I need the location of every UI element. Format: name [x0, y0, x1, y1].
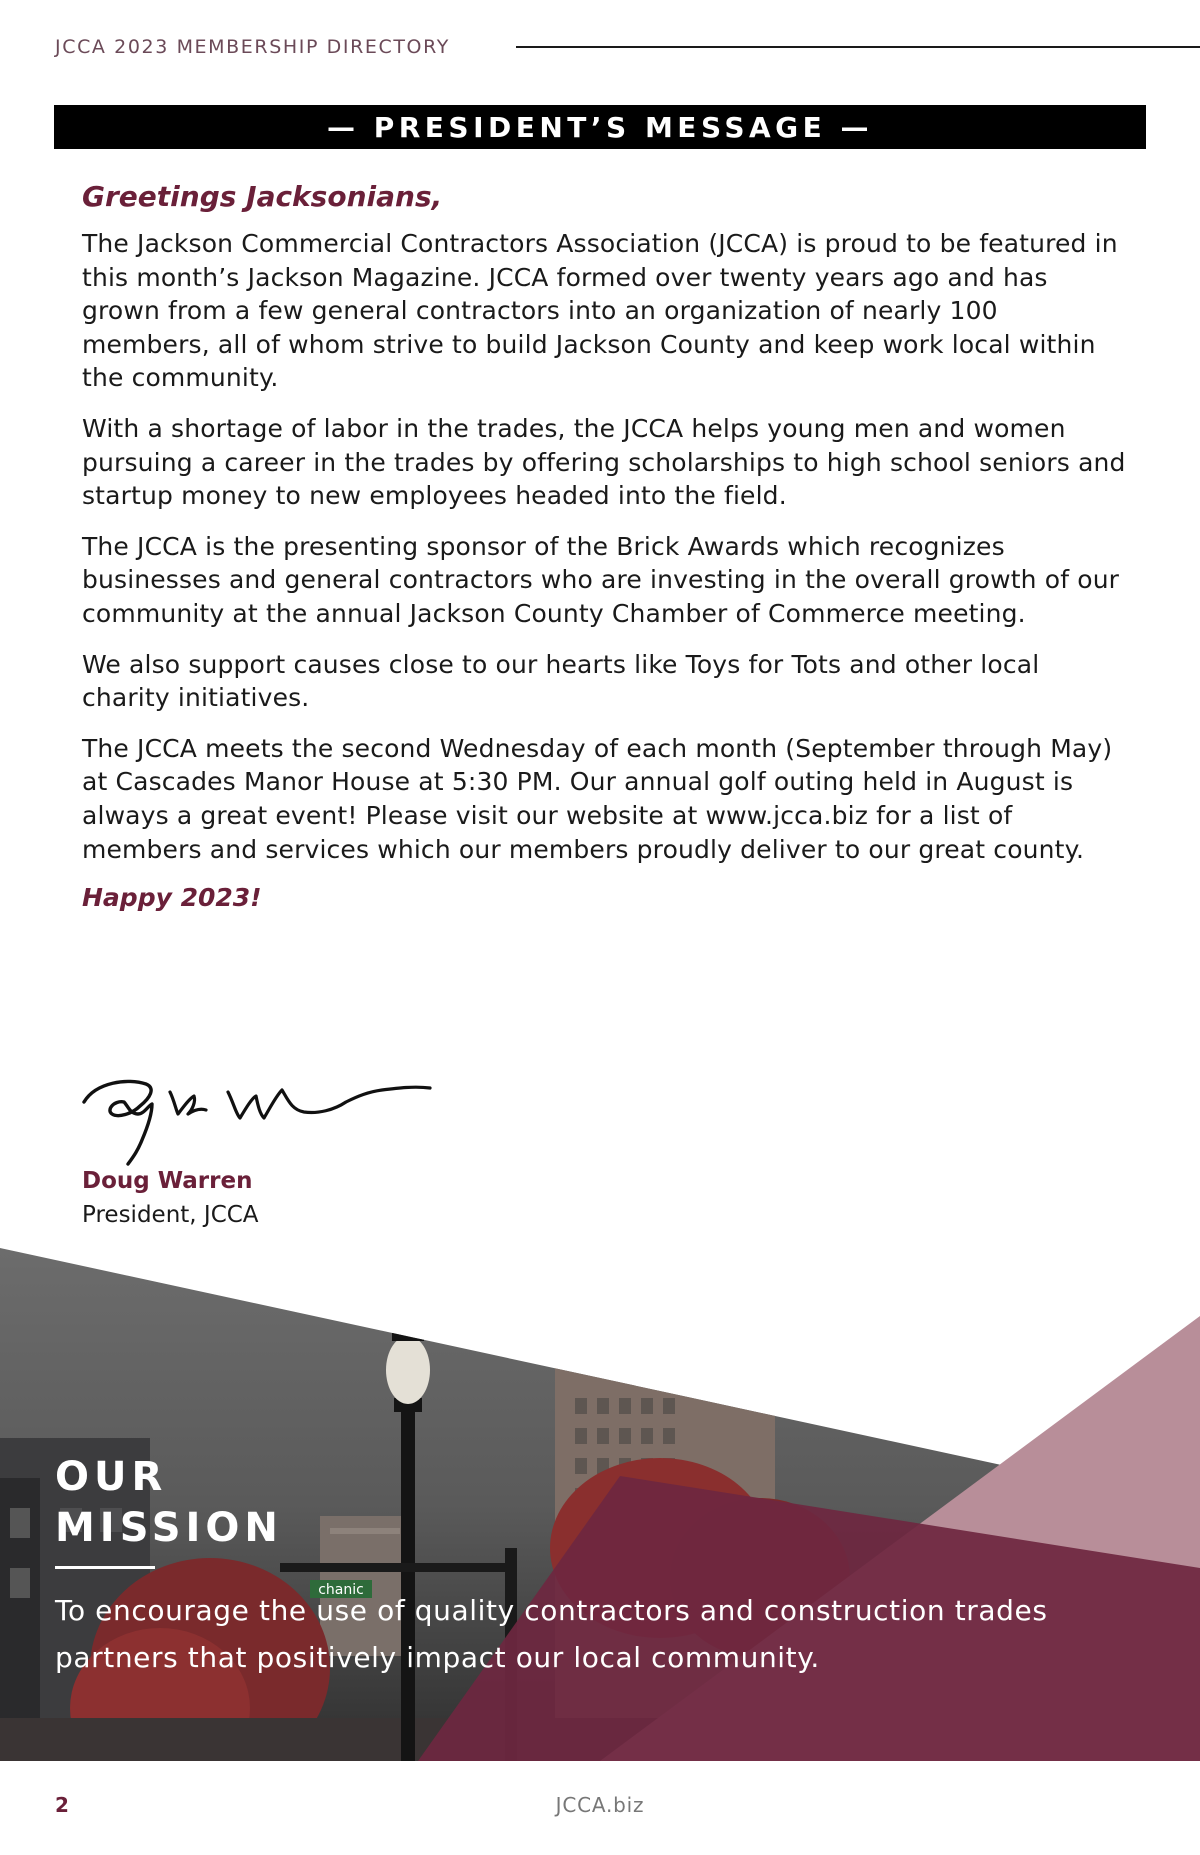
closing-line: Happy 2023! [82, 883, 262, 913]
footer-site: JCCA.biz [555, 1793, 645, 1817]
street-sign-text: chanic [318, 1582, 364, 1598]
page-number: 2 [55, 1793, 69, 1817]
header-rule [516, 46, 1200, 48]
paragraph-scholarships: With a shortage of labor in the trades, the JCCA helps young men and women pursuing a career in the trades by offering scholarships to high school seniors and startup money to new employees headed into the field. [82, 413, 1126, 511]
signer-title: President, JCCA [82, 1202, 259, 1228]
signature [78, 1070, 438, 1170]
greeting: Greetings Jacksonians, [82, 180, 443, 213]
paragraph-brick-awards: The JCCA is the presenting sponsor of the Brick Awards which recognizes businesses and general contractors who are investing in the overall growth of our community at the annual Jackson County Chamber of Commerce meeting. [82, 531, 1120, 628]
section-banner [54, 105, 1146, 149]
mission-title [55, 1452, 283, 1554]
signer-name: Doug Warren [82, 1168, 253, 1194]
letter-body [82, 180, 1132, 912]
header-title: JCCA 2023 MEMBERSHIP DIRECTORY [55, 36, 450, 58]
banner-title: — PRESIDENT’S MESSAGE — [326, 110, 874, 144]
mission-rule [55, 1566, 155, 1569]
mission-title-line1: OUR [55, 1454, 168, 1500]
mission-title-line2: MISSION [55, 1505, 283, 1551]
paragraph-intro: The Jackson Commercial Contractors Association (JCCA) is proud to be featured in this month’s Jackson Magazine. JCCA formed over twenty years ago and has grown from a few general contractors into an organization of nearly 100 members, all of whom strive to build Jackson County and keep work local within the community. [82, 229, 1118, 393]
paragraph-charity: We also support causes close to our hearts like Toys for Tots and other local charity initiatives. [82, 649, 1040, 713]
mission-statement: To encourage the use of quality contractors and construction trades partners that positively impact our local community. [55, 1594, 1048, 1674]
paragraph-meetings: The JCCA meets the second Wednesday of each month (September through May) at Cascades Manor House at 5:30 PM. Our annual golf outing held in August is always a great event! Please visit our website at www.jcca.biz for a list of members and services which our members proudly deliver to our great county. [82, 733, 1113, 864]
